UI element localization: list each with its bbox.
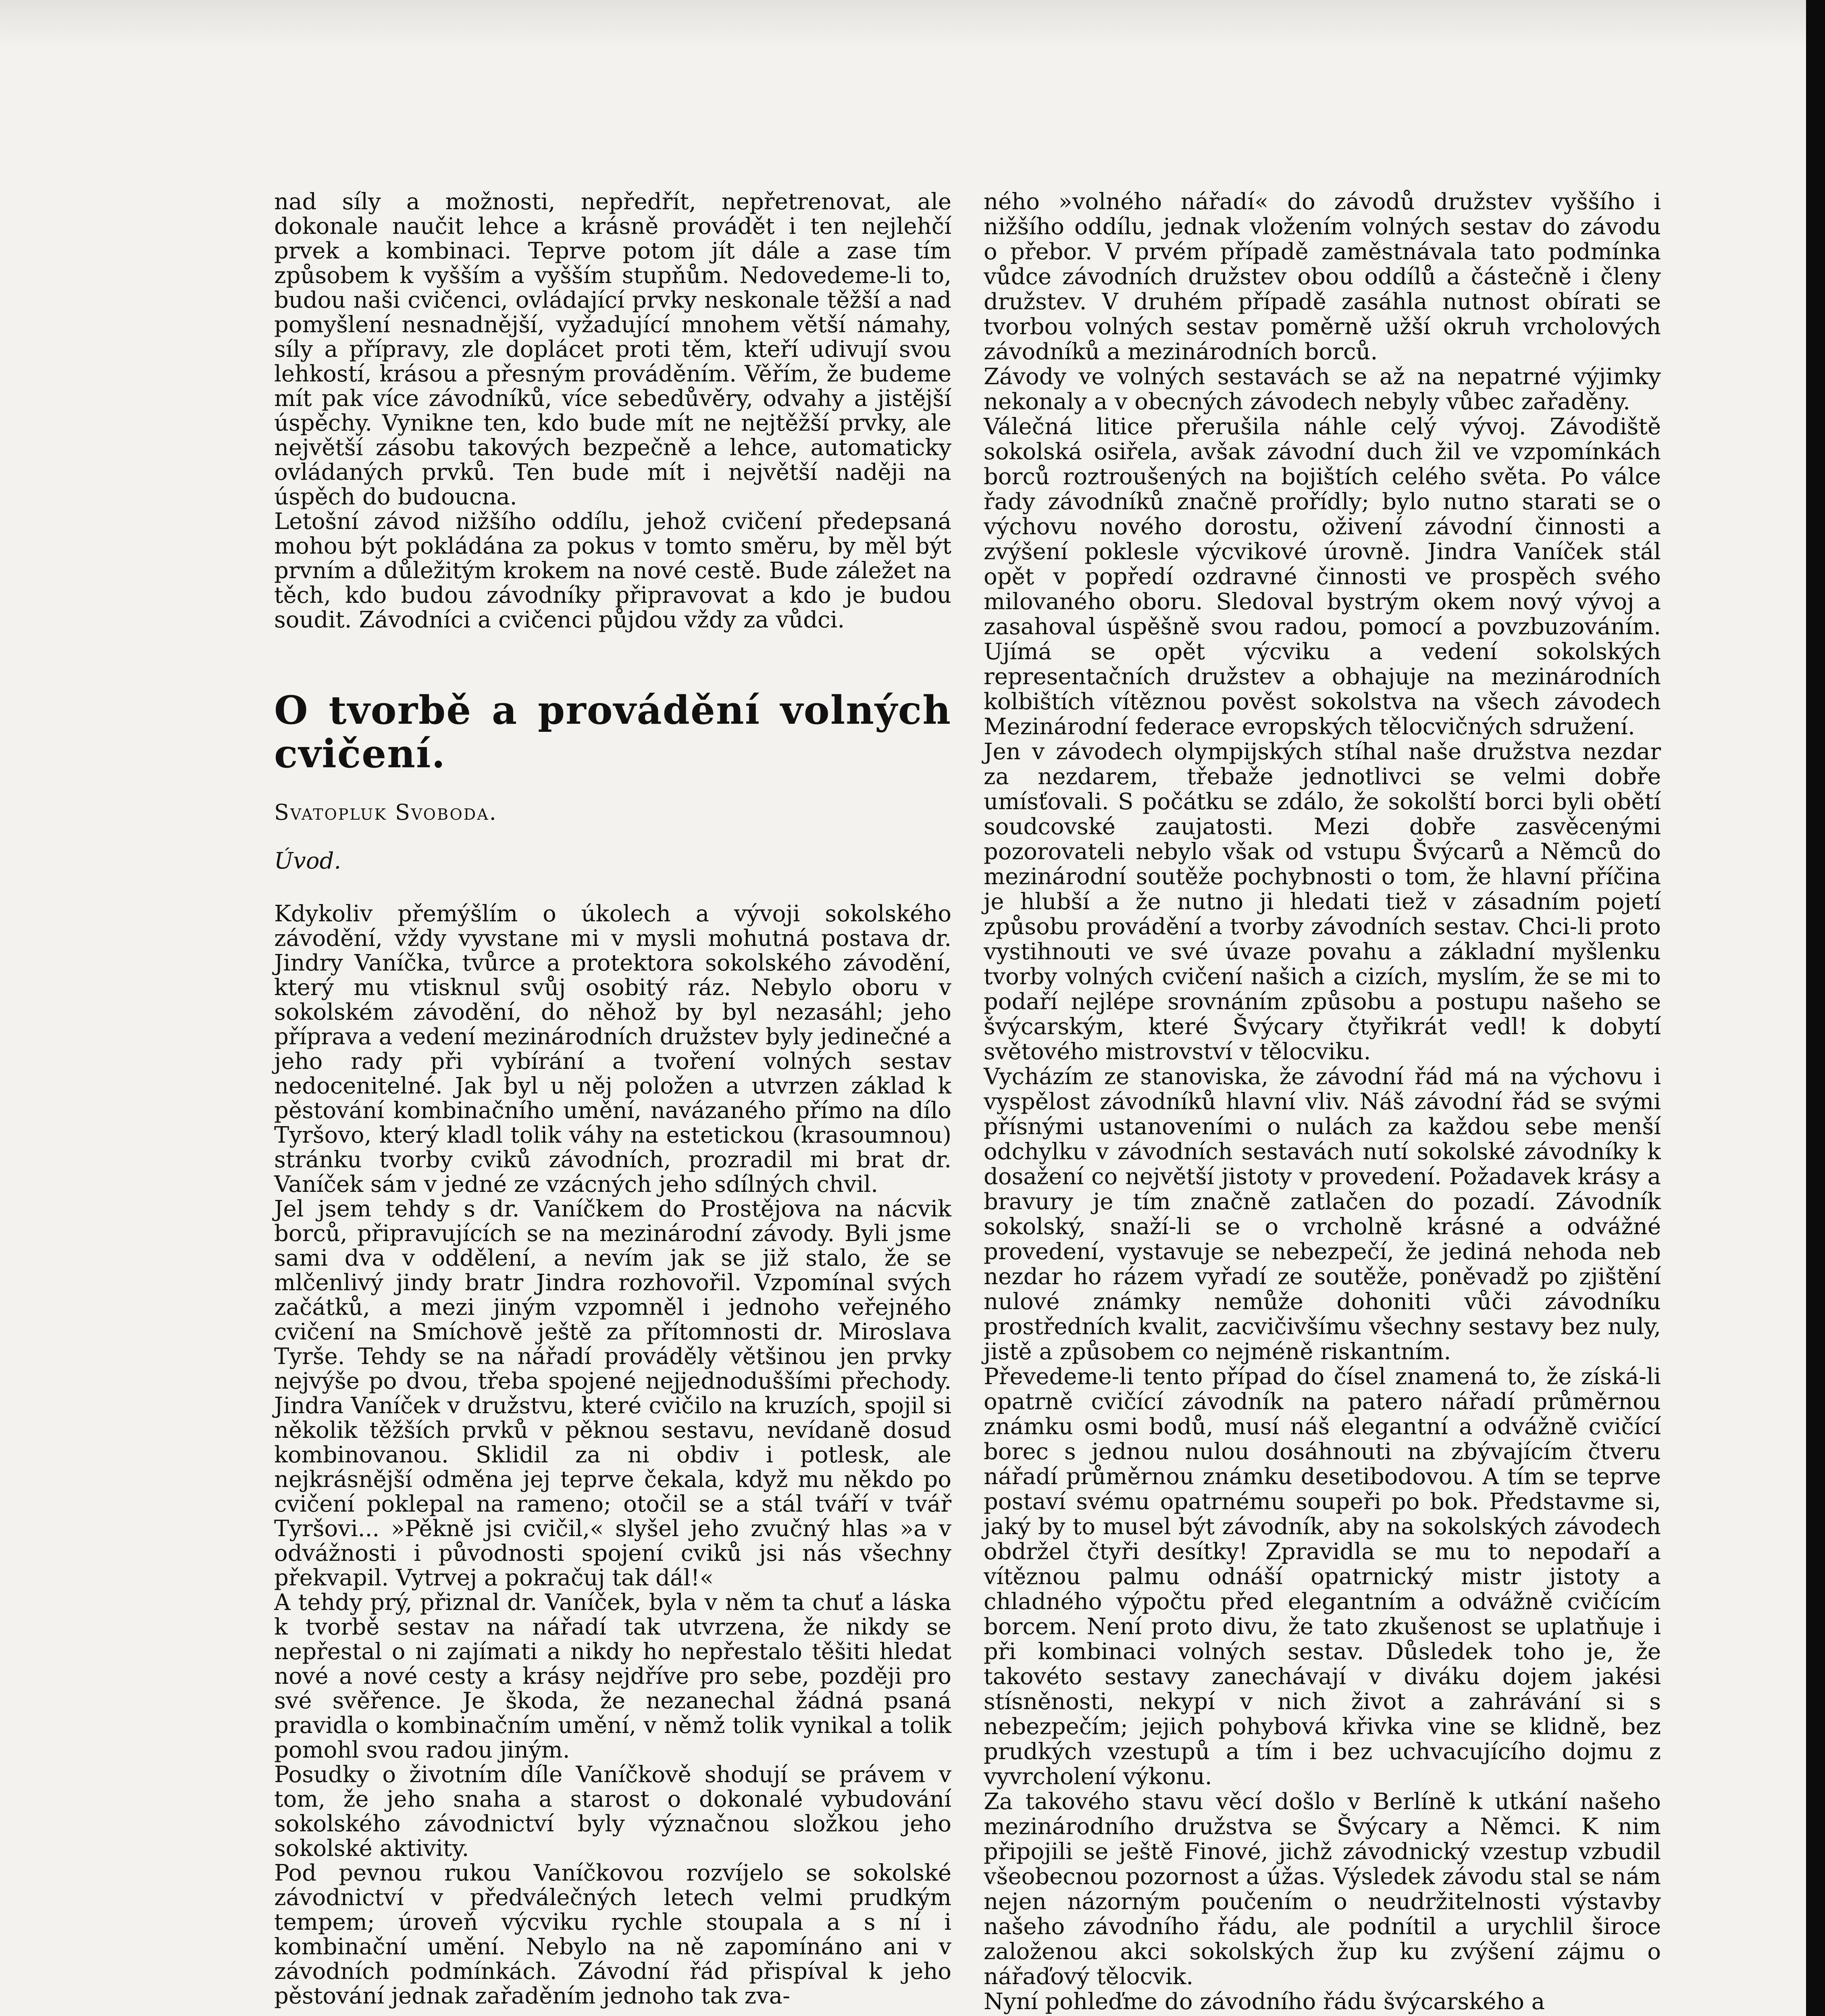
scan-right-edge [1806,0,1825,2016]
body-paragraph: Jen v závodech olympijských stíhal naše družstva nezdar za nezdarem, třebaže jednotlivci se velmi dobře umísťovali. S počátku se zdálo, že sokolští borci byli obětí soudcovské zaujatosti. Mezi dobře zasvěcenými pozorovateli nebylo však od vstupu Švýcarů a Němců do mezinárodní soutěže pochybnosti o tom, že hlavní příčina je hlubší a že nutno ji hledati tiež v zásadním pojetí způsobu provádění a tvorby závodních sestav. Chci-li proto vystihnouti ve své úvaze povahu a základní myšlenku tvorby volných cvičení našich a cizích, myslím, že se mi to podaří nejlépe srovnáním způsobu a postupu našeho se švýcarským, které Švýcary čtyřikrát vedl! k dobytí světového mistrovství v tělocviku. [984,739,1661,1065]
body-paragraph: A tehdy prý, přiznal dr. Vaníček, byla v něm ta chuť a láska k tvorbě sestav na nářadí tak utvrzena, že nikdy se nepřestal o ni zajímati a nikdy ho nepřestalo těšiti hledat nové a nové cesty a krásy nejdříve pro sebe, později pro své svěřence. Je škoda, že nezanechal žádná psaná pravidla o kombinačním umění, v němž tolik vynikal a tolik pomohl svou radou jiným. [274,1589,951,1763]
section-title: Úvod. [274,848,341,874]
body-paragraph: Převedeme-li tento případ do čísel znamená to, že získá-li opatrně cvičící závodník na patero nářadí průměrnou známku osmi bodů, musí náš elegantní a odvážně cvičící borec s jednou nulou dosáhnouti na zbývajícím čtveru nářadí průměrnou známku desetibodovou. A tím se teprve postaví svému opatrnému soupeři po bok. Představme si, jaký by to musel být závodník, aby na sokolských závodech obdržel čtyři desítky! Zpravidla se mu to nepodaří a vítěznou palmu odnáší opatrnický mistr jistoty a chladného výpočtu před elegantním a odvážně cvičícím borcem. Není proto divu, že tato zkušenost se uplatňuje i při kombinaci volných sestav. Důsledek toho je, že takovéto sestavy zanechávají v diváku dojem jakési stísněnosti, nekypí v nich život a zahrávání si s nebezpečím; jejich pohybová křivka vine se klidně, bez prudkých vzestupů a tím i bez uchvacujícího dojmu z vyvrcholení výkonu. [984,1364,1661,1790]
body-paragraph: Válečná litice přerušila náhle celý vývoj. Závodiště sokolská osiřela, avšak závodní duch žil ve vzpomínkách borců roztroušených na bojištích celého světa. Po válce řady závodníků značně prořídly; bylo nutno starati se o výchovu nového dorostu, oživení závodní činnosti a zvýšení poklesle výcvikové úrovně. Jindra Vaníček stál opět v popředí ozdravné činnosti ve prospěch svého milovaného oboru. Sledoval bystrým okem nový vývoj a zasahoval úspěšně svou radou, pomocí a povzbuzováním. Ujímá se opět výcviku a vedení sokolských representačních družstev a obhajuje na mezinárodních kolbištích vítěznou pověst sokolstva na všech závodech Mezinárodní federace evropských tělocvičných sdružení. [984,414,1661,740]
right-column [984,190,1661,2014]
article-author: Svatopluk Svoboda. [274,800,497,825]
body-paragraph: Pod pevnou rukou Vaníčkovou rozvíjelo se sokolské závodnictví v předválečných letech velmi prudkým tempem; úroveň výcviku rychle stoupala a s ní i kombinační umění. Nebylo na ně zapomínáno ani v závodních podmínkách. Závodní řád přispíval k jeho pěstování jednak zařaděním jednoho tak zva- [274,1860,951,2009]
article-heading: O tvorbě a provádění volných cvičení. [274,687,951,777]
intro-paragraph: Letošní závod nižšího oddílu, jehož cvičení předepsaná mohou být pokládána za pokus v tomto směru, by měl být prvním a důležitým krokem na nové cestě. Bude záležet na těch, kdo budou závodníky připravovat a kdo je budou soudit. Závodníci a cvičenci půjdou vždy za vůdci. [274,508,951,633]
left-column [274,190,951,2008]
intro-paragraph: nad síly a možnosti, nepředřít, nepřetrenovat, ale dokonale naučit lehce a krásně provádět i ten nejlehčí prvek a kombinaci. Teprve potom jít dále a zase tím způsobem k vyšším a vyšším stupňům. Nedovedeme-li to, budou naši cvičenci, ovládající prvky neskonale těžší a nad pomyšlení nesnadnější, vyžadující mnohem větší námahy, síly a přípravy, zle doplácet proti těm, kteří udivují svou lehkostí, krásou a přesným prováděním. Věřím, že budeme mít pak více závodníků, více sebedůvěry, odvahy a jistější úspěchy. Vynikne ten, kdo bude mít ne nejtěžší prvky, ale největší zásobu takových bezpečně a lehce, automaticky ovládaných prvků. Ten bude mít i největší naději na úspěch do budoucna. [274,189,951,510]
body-paragraph: Jel jsem tehdy s dr. Vaníčkem do Prostějova na nácvik borců, připravujících se na mezinárodní závody. Byli jsme sami dva v oddělení, a nevím jak se již stalo, že se mlčenlivý jindy bratr Jindra rozhovořil. Vzpomínal svých začátků, a mezi jiným vzpomněl i jednoho veřejného cvičení na Smíchově ještě za přítomnosti dr. Miroslava Tyrše. Tehdy se na nářadí prováděly většinou jen prvky nejvýše po dvou, třeba spojené nejjednoduššími přechody. Jindra Vaníček v družstvu, které cvičilo na kruzích, spojil si několik těžších prvků v pěknou sestavu, nevídaně dosud kombinovanou. Sklidil za ni obdiv i potlesk, ale nejkrásnější odměna jej teprve čekala, když mu někdo po cvičení poklepal na rameno; otočil se a stál tváří v tvář Tyršovi... »Pěkně jsi cvičil,« slyšel jeho zvučný hlas »a v odvážnosti i původnosti spojení cviků jsi nás všechny překvapil. Vytrvej a pokračuj tak dál!« [274,1196,951,1591]
body-paragraph: ného »volného nářadí« do závodů družstev vyššího i nižšího oddílu, jednak vložením volných sestav do závodu o přebor. V prvém případě zaměstnávala tato podmínka vůdce závodních družstev obou oddílů a částečně i členy družstev. V druhém případě zasáhla nutnost obírati se tvorbou volných sestav poměrně užší okruh vrcholových závodníků a mezinárodních borců. [984,189,1661,365]
body-paragraph: Závody ve volných sestavách se až na nepatrné výjimky nekonaly a v obecných závodech nebyly vůbec zařaděny. [984,364,1661,415]
scan-top-edge [0,0,1806,48]
body-paragraph: Posudky o životním díle Vaníčkově shodují se právem v tom, že jeho snaha a starost o dokonalé vybudování sokolského závodnictví byly význačnou složkou jeho sokolské aktivity. [274,1762,951,1862]
body-paragraph: Vycházím ze stanoviska, že závodní řád má na výchovu i vyspělost závodníků hlavní vliv. Náš závodní řád se svými přísnými ustanoveními o nulách za každou sebe menší odchylku v závodních sestavách nutí sokolské závodníky k dosažení co největší jistoty v provedení. Požadavek krásy a bravury je tím značně zatlačen do pozadí. Závodník sokolský, snaží-li se o vrcholně krásné a odvážné provedení, vystavuje se nebezpečí, že jediná nehoda neb nezdar ho rázem vyřadí ze soutěže, poněvadž po zjištění nulové známky nemůže dohoniti vůči závodníku prostředních kvalit, zacvičivšímu všechny sestavy bez nuly, jistě a způsobem co nejméně riskantním. [984,1064,1661,1365]
body-paragraph: Za takového stavu věcí došlo v Berlíně k utkání našeho mezinárodního družstva se Švýcary a Němci. K nim připojili se ještě Finové, jichž závodnický vzestup vzbudil všeobecnou pozornost a úžas. Výsledek závodu stal se nám nejen názorným poučením o neudržitelnosti výstavby našeho závodního řádu, ale podnítil a urychlil široce založenou akci sokolských žup ku zvýšení zájmu o nářaďový tělocvik. [984,1789,1661,1990]
body-paragraph: Kdykoliv přemýšlím o úkolech a vývoji sokolského závodění, vždy vyvstane mi v mysli mohutná postava dr. Jindry Vaníčka, tvůrce a protektora sokolského závodění, který mu vtisknul svůj osobitý ráz. Nebylo oboru v sokolském závodění, do něhož by byl nezasáhl; jeho příprava a vedení mezinárodních družstev byly jedinečné a jeho rady při vybírání a tvoření volných sestav nedocenitelné. Jak byl u něj položen a utvrzen základ k pěstování kombinačního umění, navázaného přímo na dílo Tyršovo, který kladl tolik váhy na estetickou (krasoumnou) stránku tvorby cviků závodních, prozradil mi brat dr. Vaníček sám v jedné ze vzácných jeho sdílných chvil. [274,901,951,1198]
body-paragraph: Nyní pohleďme do závodního řádu švýcarského a [984,1989,1545,2015]
